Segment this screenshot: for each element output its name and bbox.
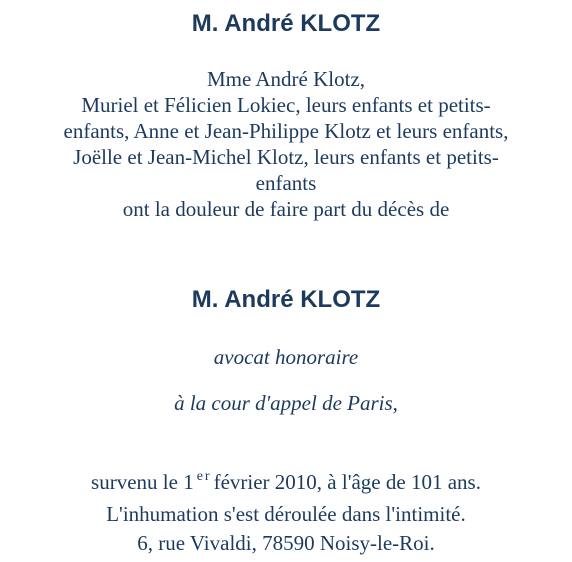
notice-heading-name: M. André KLOTZ xyxy=(191,10,381,37)
address-line: 6, rue Vivaldi, 78590 Noisy-le-Roi. xyxy=(137,531,435,555)
family-line: Mme André Klotz, xyxy=(206,67,366,91)
closing-details xyxy=(0,468,572,558)
ordinal-superscript: er xyxy=(196,469,212,484)
family-line: enfants, Anne et Jean-Philippe Klotz et leurs enfants, xyxy=(63,119,509,143)
family-line: Muriel et Félicien Lokiec, leurs enfants et petits- xyxy=(81,93,491,117)
family-announcement xyxy=(0,66,572,222)
family-line: enfants xyxy=(255,171,317,195)
family-line: Joëlle et Jean-Michel Klotz, leurs enfants et petits- xyxy=(73,145,499,169)
death-date-suffix: février 2010, à l'âge de 101 ans. xyxy=(213,470,481,494)
deceased-title: avocat honoraire xyxy=(213,345,359,369)
death-date-line xyxy=(0,468,572,500)
announcement-line: ont la douleur de faire part du décès de xyxy=(122,197,450,221)
death-date-prefix: survenu le 1 xyxy=(91,470,194,494)
deceased-name: M. André KLOTZ xyxy=(191,286,381,313)
burial-line: L'inhumation s'est déroulée dans l'intimité. xyxy=(106,502,466,526)
deceased-title-court: à la cour d'appel de Paris, xyxy=(174,391,398,415)
